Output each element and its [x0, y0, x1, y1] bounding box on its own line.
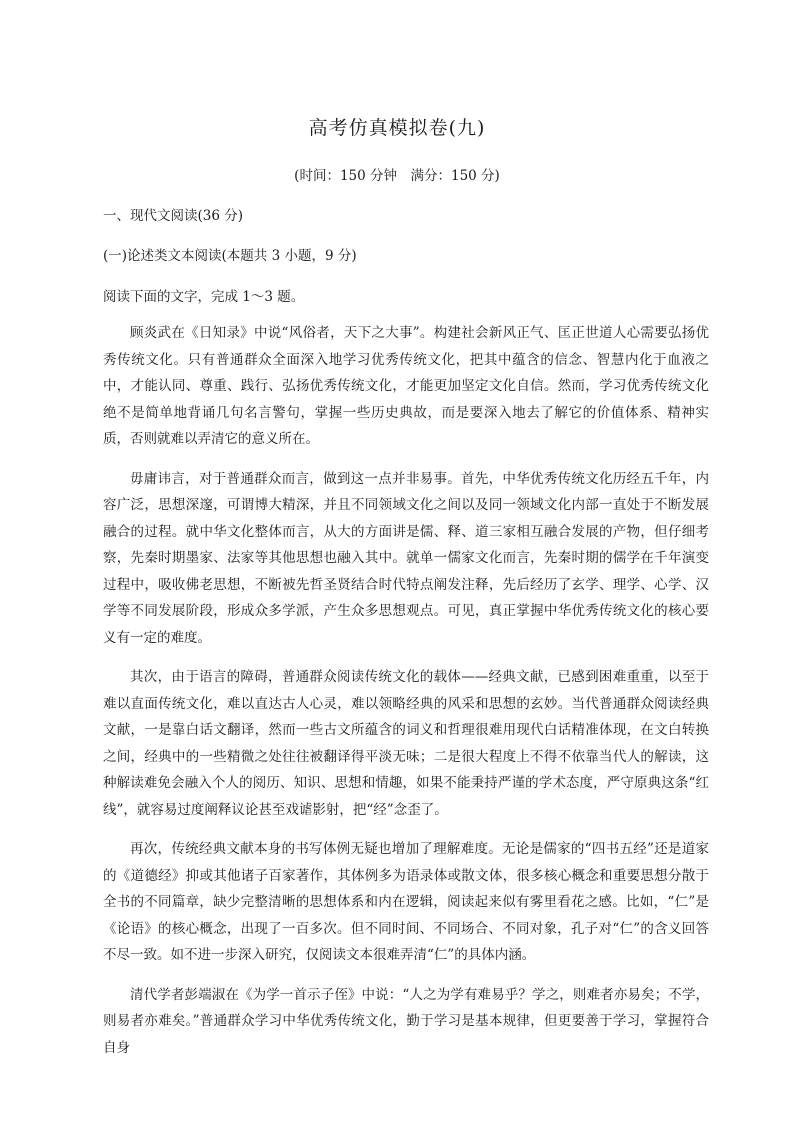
reading-instruction: 阅读下面的文字，完成 1～3 题。 — [103, 289, 305, 305]
passage-paragraph-2: 毋庸讳言，对于普通群众而言，做到这一点并非易事。首先，中华优秀传统文化历经五千年，内容广泛，思想深邃，可谓博大精深，并且不同领域文化之间以及同一领域文化内部一直处于不断发展融合的过程。就中华文化整体而言，从大的方面讲是儒、释、道三家相互融合发展的产物，但仔细考察，先秦时期墨家、法家等其他思想也融入其中。就单一儒家文化而言，先秦时期的儒学在千年演变过程中，吸收佛老思想，不断被先哲圣贤结合时代特点阐发注释，先后经历了玄学、理学、心学、汉学等不同发展阶段，形成众多学派，产生众多思想观点。可见，真正掌握中华优秀传统文化的核心要义有一定的难度。 — [103, 470, 709, 646]
passage-paragraph-1: 顾炎武在《日知录》中说“风俗者，天下之大事”。构建社会新风正气、匡正世道人心需要弘扬优秀传统文化。只有普通群众全面深入地学习优秀传统文化，把其中蕴含的信念、智慧内化于血液之中，才能认同、尊重、践行、弘扬优秀传统文化，才能更加坚定文化自信。然而，学习优秀传统文化绝不是简单地背诵几句名言警句，掌握一些历史典故，而是要深入地去了解它的价值体系、精神实质，否则就难以弄清它的意义所在。 — [103, 325, 709, 447]
page-title: 高考仿真模拟卷(九) — [308, 117, 486, 139]
exam-time-info: (时间：150 分钟 满分：150 分) — [294, 168, 500, 184]
section-heading: 一、现代文阅读(36 分) — [103, 208, 244, 224]
passage-body — [103, 320, 709, 1074]
passage-paragraph-5: 清代学者彭端淑在《为学一首示子侄》中说：“人之为学有难易乎？学之，则难者亦易矣；不学，则易者亦难矣。”普通群众学习中华优秀传统文化，勤于学习是基本规律，但更要善于学习，掌握符合自身 — [103, 986, 709, 1056]
subsection-heading: (一)论述类文本阅读(本题共 3 小题，9 分) — [103, 248, 357, 264]
passage-paragraph-4: 再次，传统经典文献本身的书写体例无疑也增加了理解难度。无论是儒家的“四书五经”还是道家的《道德经》抑或其他诸子百家著作，其体例多为语录体或散文体，很多核心概念和重要思想分散于全书的不同篇章，缺少完整清晰的思想体系和内在逻辑，阅读起来似有雾里看花之感。比如，“仁”是《论语》的核心概念，出现了一百多次。但不同时间、不同场合、不同对象，孔子对“仁”的含义回答不尽一致。如不进一步深入研究，仅阅读文本很难弄清“仁”的具体内涵。 — [103, 841, 709, 963]
passage-paragraph-3: 其次，由于语言的障碍，普通群众阅读传统文化的载体——经典文献，已感到困难重重，以至于难以直面传统文化，难以直达古人心灵，难以领略经典的风采和思想的玄妙。当代普通群众阅读经典文献，一是靠白话文翻译，然而一些古文所蕴含的词义和哲理很难用现代白话精准体现，在文白转换之间，经典中的一些精微之处往往被翻译得平淡无味；二是很大程度上不得不依靠当代人的解读，这种解读难免会融入个人的阅历、知识、思想和情趣，如果不能秉持严谨的学术态度，严守原典这条“红线”，就容易过度阐释议论甚至戏谑影射，把“经”念歪了。 — [103, 669, 709, 818]
